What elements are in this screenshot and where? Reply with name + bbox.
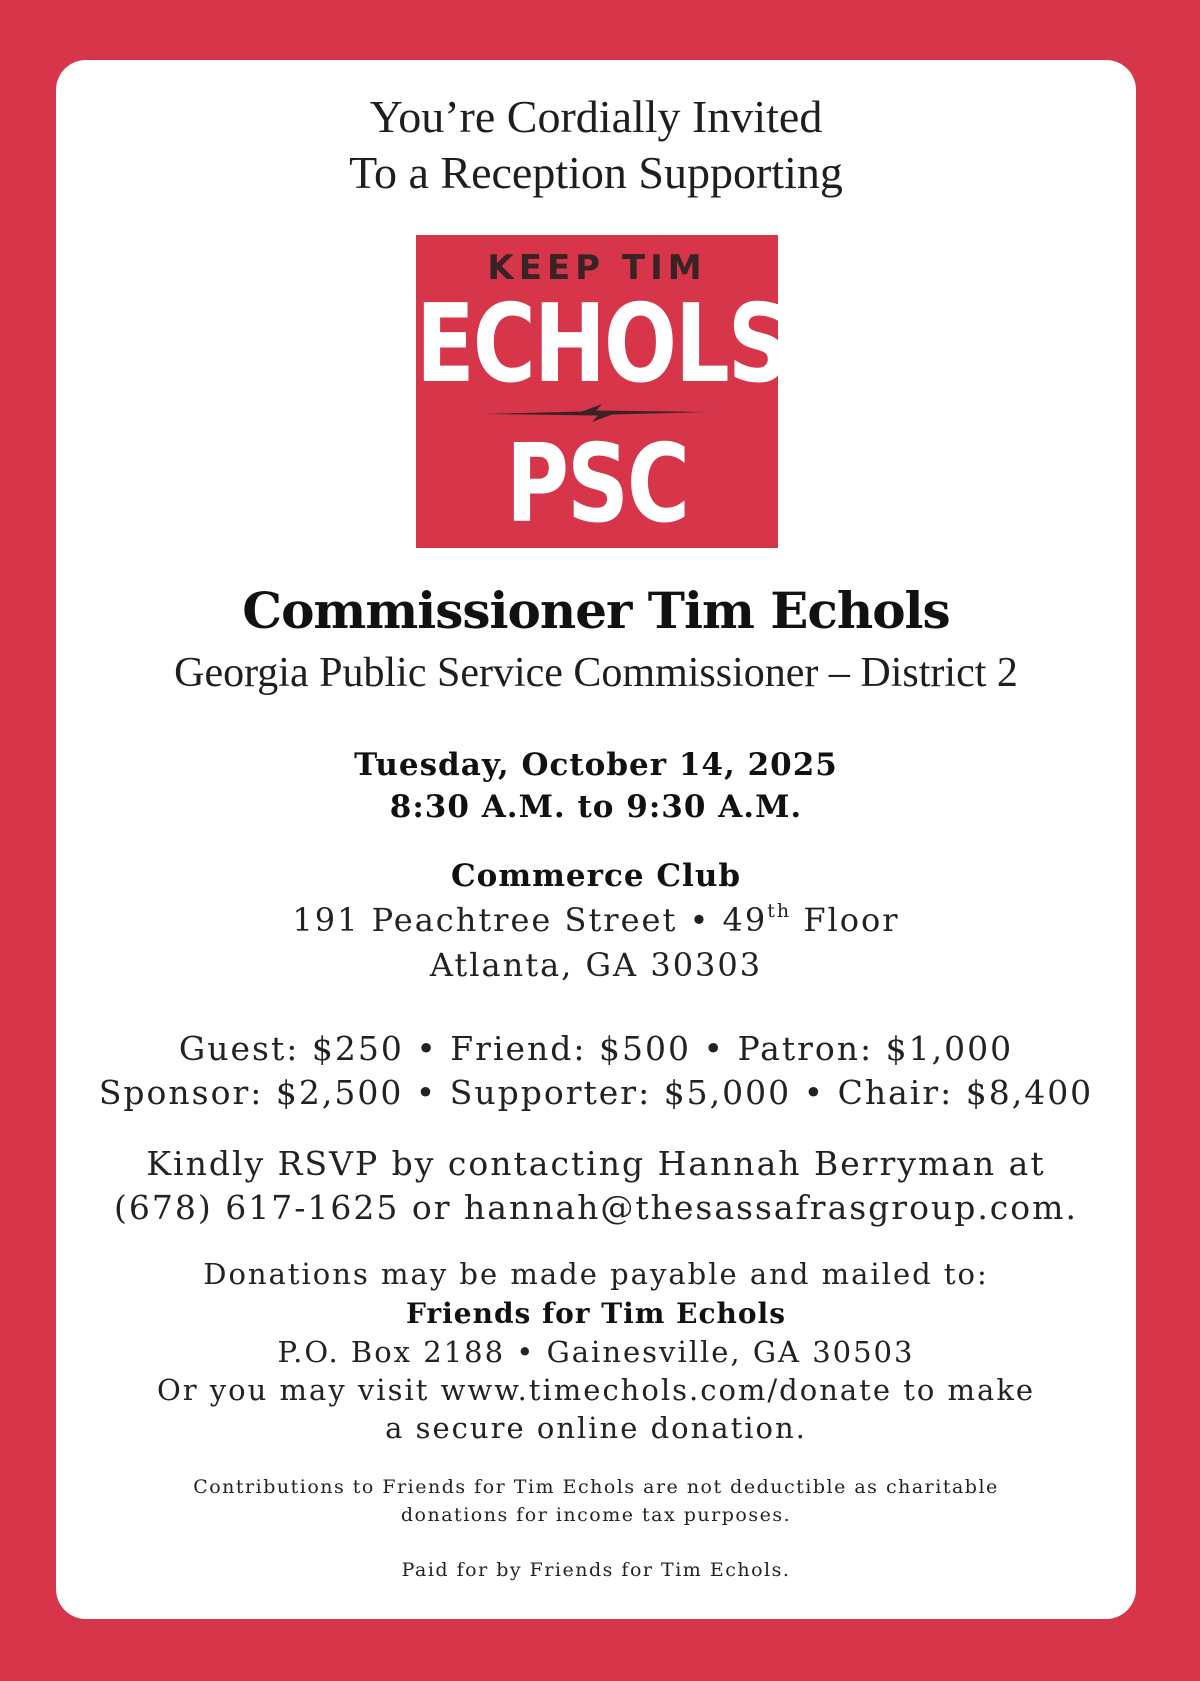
campaign-logo	[416, 235, 788, 548]
logo-keep-text: KEEP TIM	[487, 248, 707, 288]
rsvp-contact: (678) 617-1625 or hannah@thesassafrasgroup.com.	[114, 1188, 1078, 1227]
rsvp-line-1: Kindly RSVP by contacting Hannah Berryman at	[146, 1144, 1046, 1183]
logo-name-text: ECHOLS	[416, 282, 788, 408]
venue-address-floor: Floor	[791, 901, 900, 939]
honoree-title: Georgia Public Service Commissioner – District 2	[174, 650, 1018, 696]
venue-city: Atlanta, GA 30303	[429, 946, 763, 984]
invite-line-2: To a Reception Supporting	[349, 147, 843, 198]
logo-office-text: PSC	[505, 422, 689, 548]
event-date: Tuesday, October 14, 2025	[354, 747, 838, 783]
paid-for-by: Paid for by Friends for Tim Echols.	[401, 1559, 791, 1581]
disclaimer-line-2: donations for income tax purposes.	[400, 1504, 792, 1526]
venue-address	[56, 900, 1136, 939]
donations-online-1: Or you may visit www.timechols.com/donate to make	[156, 1373, 1036, 1407]
venue-name: Commerce Club	[450, 858, 742, 894]
lightning-bolt-icon	[486, 403, 708, 423]
event-time: 8:30 A.M. to 9:30 A.M.	[389, 789, 803, 825]
donations-intro: Donations may be made payable and mailed to:	[203, 1257, 989, 1291]
invitation-card	[56, 60, 1136, 1619]
contribution-levels-line-1: Guest: $250 • Friend: $500 • Patron: $1,000	[178, 1029, 1014, 1068]
contribution-levels-line-2: Sponsor: $2,500 • Supporter: $5,000 • Chair: $8,400	[98, 1073, 1094, 1112]
invite-line-1: You’re Cordially Invited	[369, 91, 823, 142]
donations-online-2: a secure online donation.	[385, 1411, 807, 1445]
venue-address-ordinal: th	[767, 900, 792, 922]
honoree-name: Commissioner Tim Echols	[242, 581, 950, 640]
venue-address-street: 191 Peachtree Street • 49	[292, 901, 768, 939]
donations-payee: Friends for Tim Echols	[406, 1297, 786, 1330]
donations-address: P.O. Box 2188 • Gainesville, GA 30503	[277, 1335, 915, 1369]
disclaimer-line-1: Contributions to Friends for Tim Echols are not deductible as charitable	[193, 1476, 999, 1498]
